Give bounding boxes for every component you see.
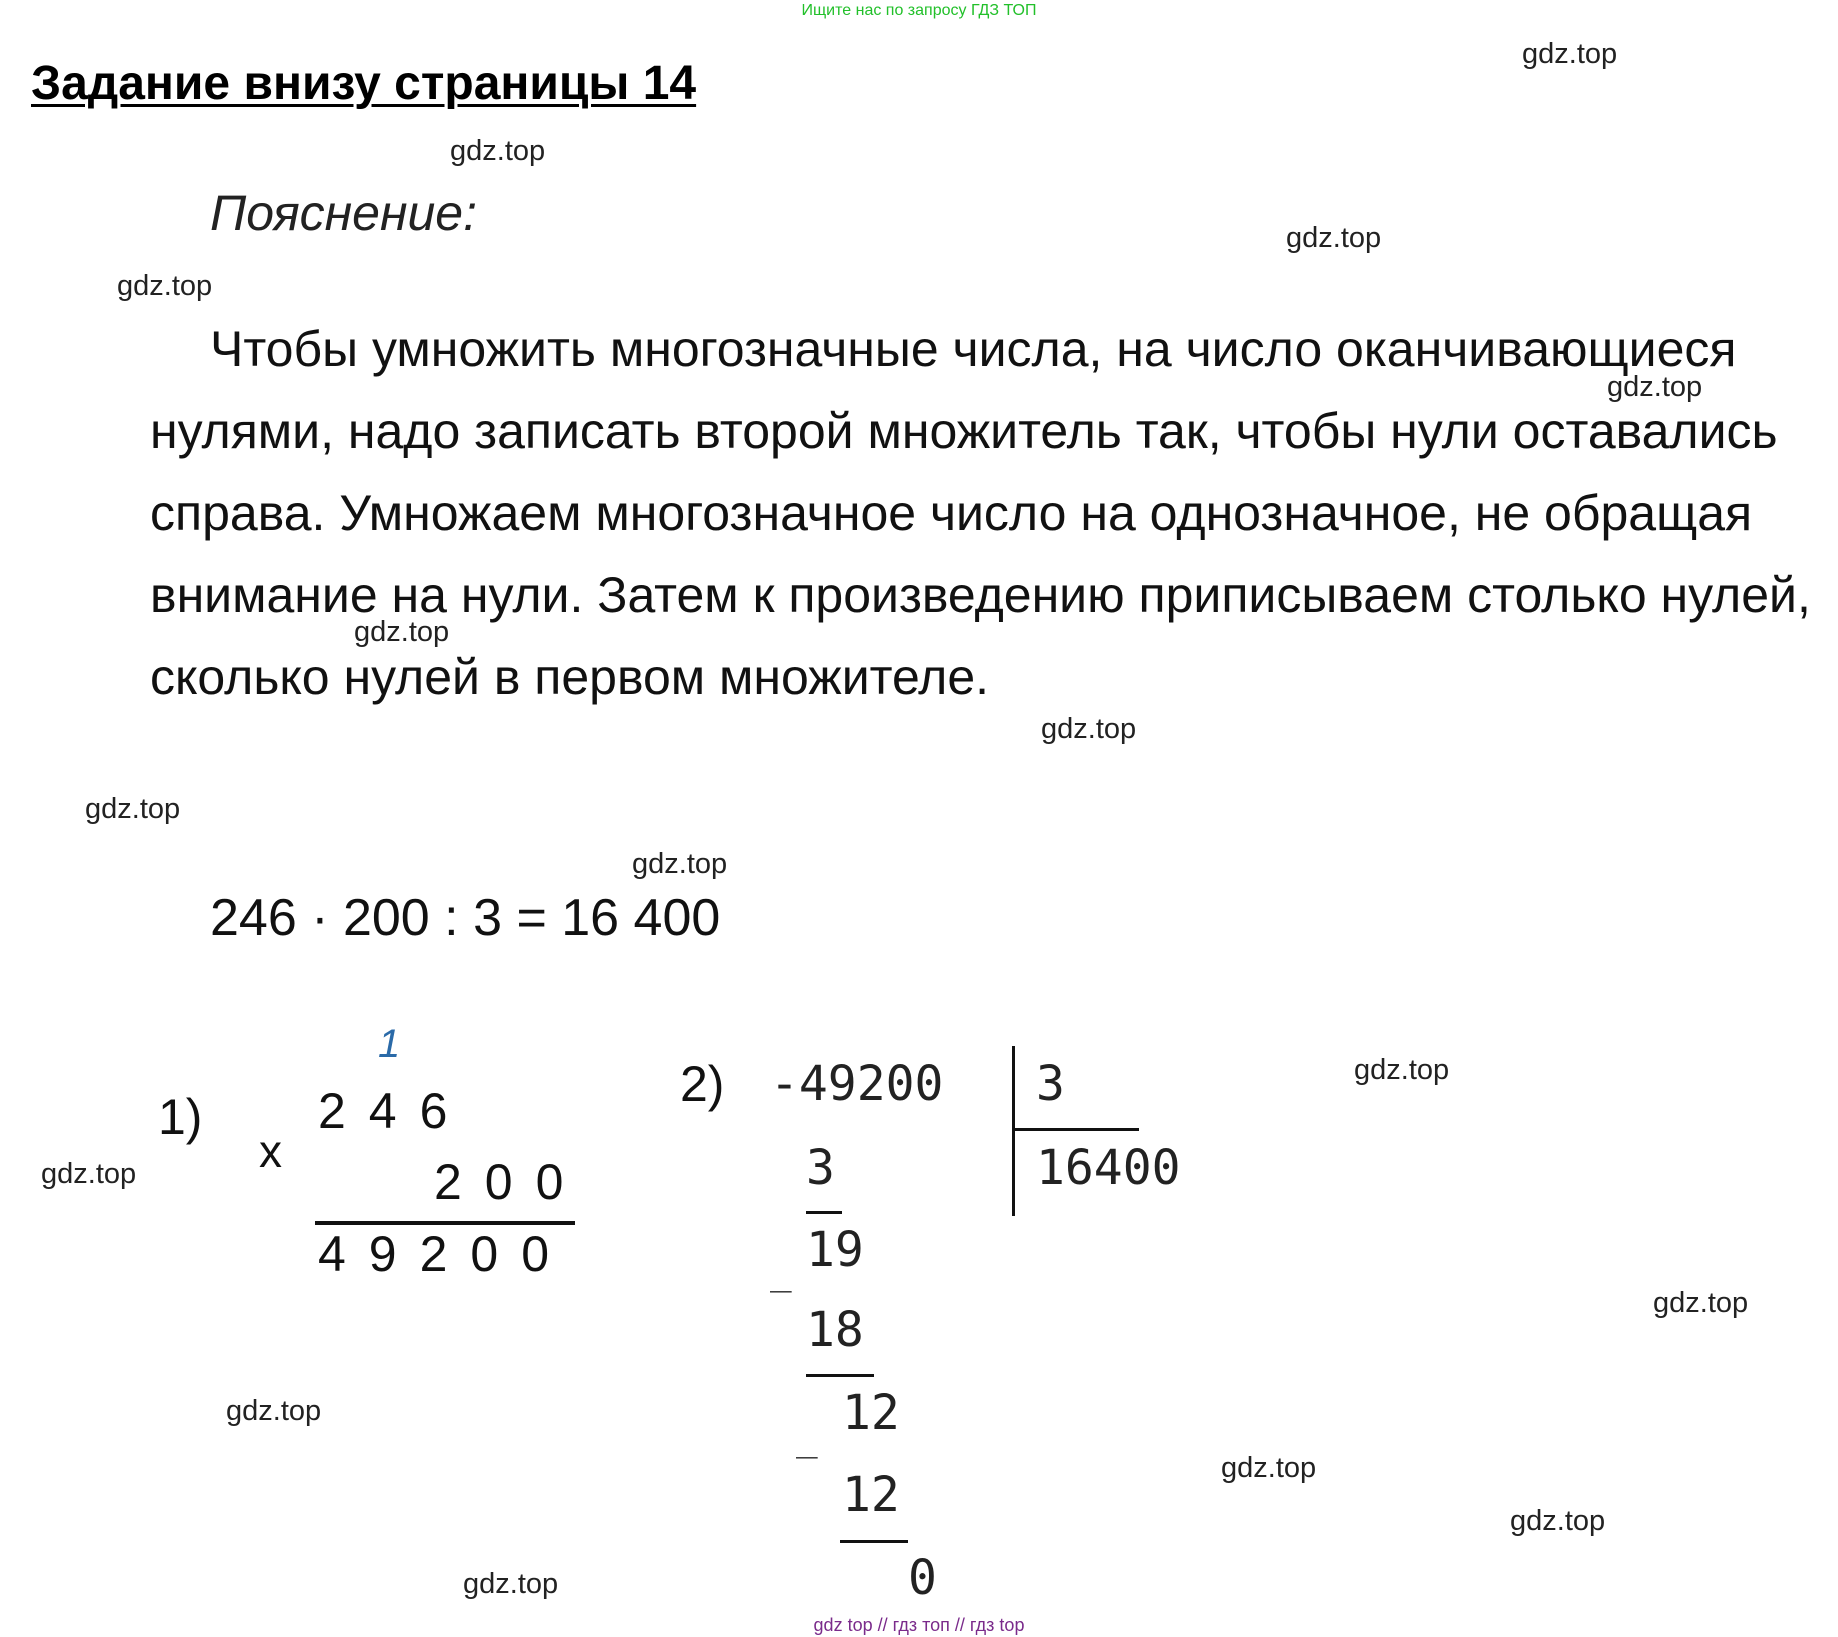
watermark: gdz.top (1041, 713, 1137, 745)
quotient: 16400 (1036, 1140, 1181, 1196)
minus-sign-2: _ (796, 1418, 818, 1459)
main-equation: 246 · 200 : 3 = 16 400 (210, 889, 721, 947)
explanation-heading: Пояснение: (210, 185, 477, 241)
watermark: gdz.top (450, 135, 546, 167)
step1-label: 1) (158, 1089, 203, 1145)
watermark: gdz.top (117, 270, 213, 302)
watermark: gdz.top (85, 793, 181, 825)
watermark: gdz.top (463, 1568, 559, 1600)
multiplicand: 246 (318, 1083, 471, 1139)
footer-links: gdz top // гдз топ // гдз top (813, 1615, 1025, 1635)
watermark: gdz.top (1522, 38, 1618, 70)
division-step-sub-3: 12 (842, 1467, 900, 1523)
carry-digit: 1 (378, 1022, 401, 1066)
minus-sign-1: _ (770, 1252, 792, 1293)
watermark: gdz.top (1510, 1505, 1606, 1537)
watermark: gdz.top (41, 1158, 137, 1190)
step2-label: 2) (680, 1056, 725, 1112)
dividend: -49200 (770, 1056, 944, 1112)
division-step-line-3 (840, 1540, 908, 1543)
division-step-sub-1: 3 (806, 1140, 835, 1196)
watermark: gdz.top (1286, 222, 1382, 254)
multiply-sign: x (259, 1125, 282, 1177)
division-step-line-1 (806, 1211, 842, 1214)
division-vertical-line (1012, 1046, 1015, 1216)
top-banner: Ищите нас по запросу ГДЗ ТОП (801, 2, 1037, 19)
explanation-text (150, 308, 1830, 718)
multiplier: 200 (434, 1154, 587, 1210)
divisor: 3 (1036, 1056, 1065, 1112)
division-horizontal-line (1014, 1128, 1139, 1131)
watermark: gdz.top (1607, 371, 1703, 403)
watermark: gdz.top (354, 616, 450, 648)
watermark: gdz.top (226, 1395, 322, 1427)
explanation-body: Чтобы умножить многозначные числа, на число оканчивающиеся нулями, надо записать второй множитель так, чтобы нули оставались справа. Умножаем многозначное число на однозначное, не обращая внимание на нули. Затем к произведению приписываем столько нулей, сколько нулей в первом множителе. (150, 321, 1811, 705)
division-step-rem-2: 12 (842, 1385, 900, 1441)
division-step-rem-1: 19 (806, 1222, 864, 1278)
division-remainder: 0 (908, 1550, 937, 1606)
watermark: gdz.top (1354, 1054, 1450, 1086)
division-step-line-2 (806, 1374, 874, 1377)
watermark: gdz.top (632, 848, 728, 880)
watermark: gdz.top (1653, 1287, 1749, 1319)
division-step-sub-2: 18 (806, 1302, 864, 1358)
watermark: gdz.top (1221, 1452, 1317, 1484)
product: 49200 (318, 1226, 573, 1282)
page-title: Задание внизу страницы 14 (31, 57, 697, 110)
